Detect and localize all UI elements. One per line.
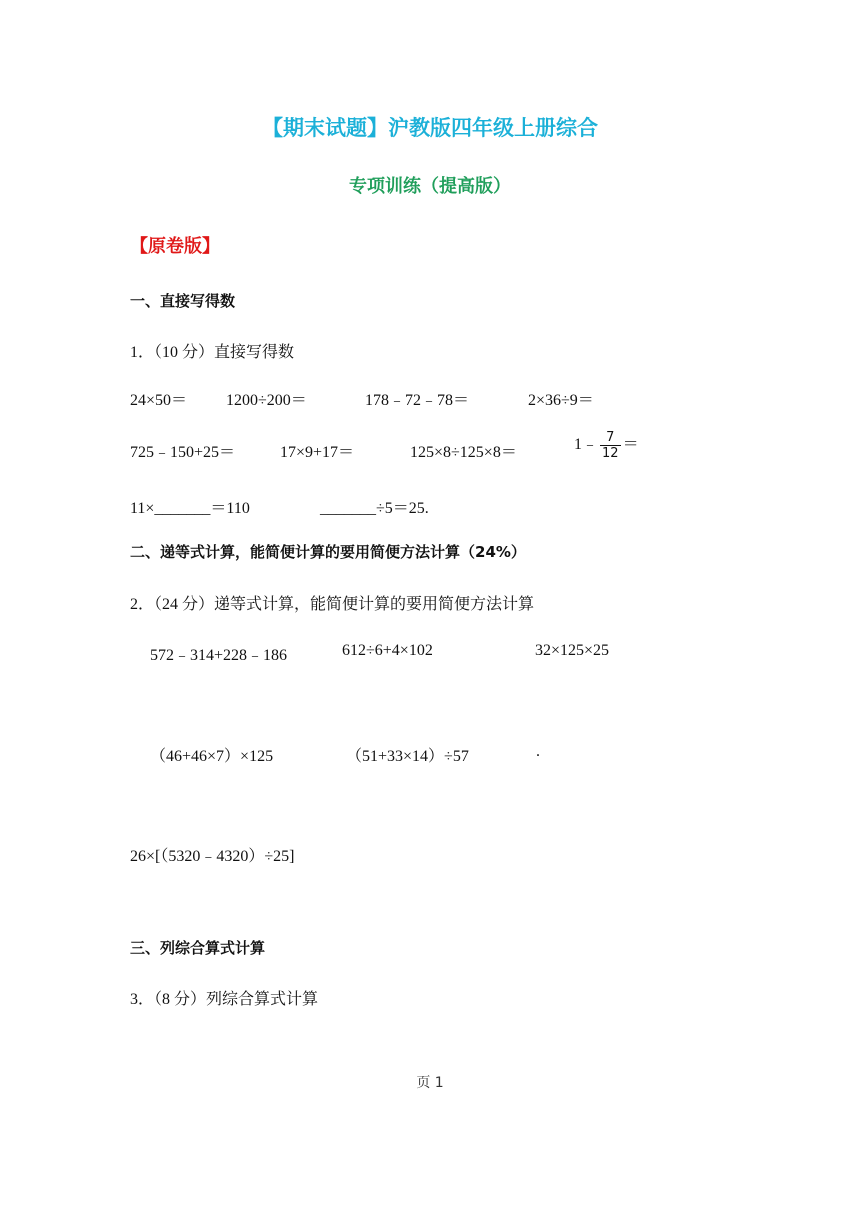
section-2-heading: 二、递等式计算，能简便计算的要用简便方法计算（24%） bbox=[130, 543, 526, 561]
s1-r1-item: 1200÷200＝ bbox=[226, 392, 307, 409]
fraction-prefix: 1﹣ bbox=[574, 436, 599, 454]
fraction bbox=[600, 430, 621, 461]
s1-r3-item: _______÷5＝25. bbox=[320, 500, 429, 517]
s2-r2-item: . bbox=[536, 743, 540, 760]
s2-r1-item: 572﹣314+228﹣186 bbox=[150, 647, 288, 664]
fraction-denominator: 12 bbox=[602, 446, 619, 461]
s1-r2-item: 17×9+17＝ bbox=[280, 444, 355, 461]
question-2-label: 2．（24 分）递等式计算，能简便计算的要用简便方法计算 bbox=[130, 596, 535, 613]
s1-r2-item: 125×8÷125×8＝ bbox=[410, 444, 517, 461]
s2-r3-item: 26×[（5320﹣4320）÷25] bbox=[130, 848, 295, 865]
page-number: 页 1 bbox=[416, 1075, 444, 1091]
question-3-label: 3．（8 分）列综合算式计算 bbox=[130, 991, 319, 1008]
s1-r1-item: 24×50＝ bbox=[130, 392, 188, 409]
fraction-numerator: 7 bbox=[606, 430, 615, 445]
question-1-label: 1．（10 分）直接写得数 bbox=[130, 344, 295, 361]
fraction-suffix: ＝ bbox=[622, 436, 639, 454]
s2-r1-item: 612÷6+4×102 bbox=[342, 642, 433, 659]
s1-r1-item: 2×36÷9＝ bbox=[528, 392, 594, 409]
fraction-expression bbox=[574, 430, 639, 461]
section-1-heading: 一、直接写得数 bbox=[130, 292, 236, 310]
s1-r1-item: 178﹣72﹣78＝ bbox=[365, 392, 470, 409]
s2-r2-item: （46+46×7）×125 bbox=[150, 748, 274, 765]
section-3-heading: 三、列综合算式计算 bbox=[130, 939, 266, 957]
version-tag: 【原卷版】 bbox=[130, 236, 220, 257]
s2-r1-item: 32×125×25 bbox=[535, 642, 610, 659]
document-title: 【期末试题】沪教版四年级上册综合 bbox=[262, 116, 598, 140]
document-subtitle: 专项训练（提高版） bbox=[349, 176, 511, 197]
s1-r3-item: 11×_______＝110 bbox=[130, 500, 250, 517]
s1-r2-item: 725﹣150+25＝ bbox=[130, 444, 236, 461]
s2-r2-item: （51+33×14）÷57 bbox=[346, 748, 469, 765]
